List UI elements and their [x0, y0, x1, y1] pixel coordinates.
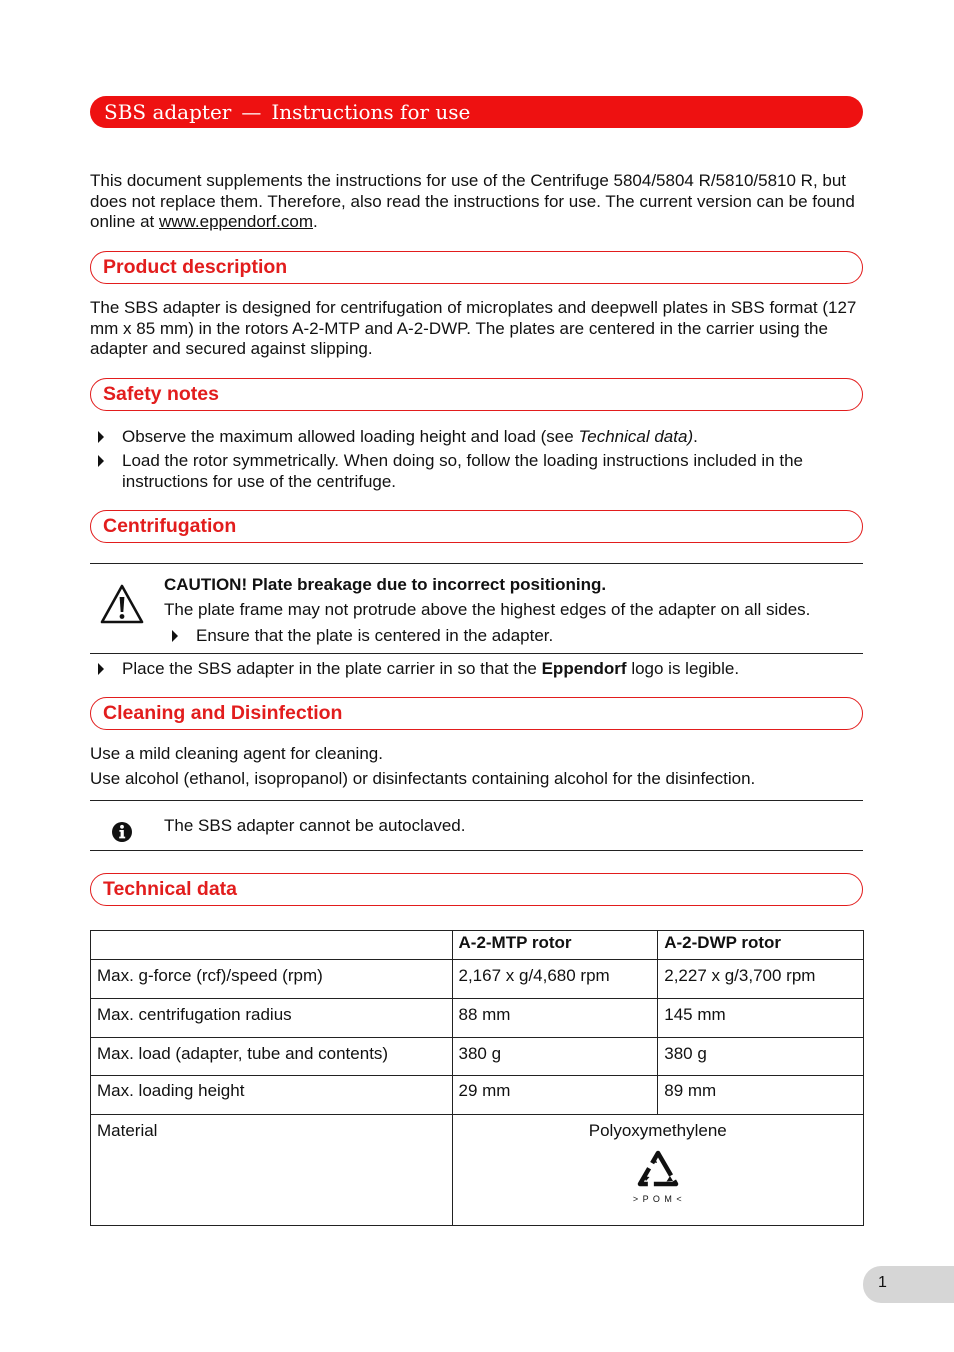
- note-top-rule: [90, 800, 863, 801]
- document-header: [90, 96, 863, 128]
- safety-bullet-1-italic: Technical data): [578, 427, 694, 446]
- safety-bullet-2: [96, 450, 861, 492]
- safety-bullet-2-text: Load the rotor symmetrically. When doing so, follow the loading instructions included in the instructions for use of the centrifuge.: [122, 451, 803, 491]
- eppendorf-link[interactable]: www.eppendorf.com: [159, 212, 314, 231]
- intro-text: This document supplements the instructions for use of the Centrifuge 5804/5804 R/5810/5810 R, but does not replace them. Therefore, also read the instructions for use. The current version can be found online at: [90, 171, 855, 231]
- recycle-code: > P O M <: [632, 1194, 683, 1204]
- table-row-material: [91, 1115, 864, 1226]
- row-mtp-value: 2,167 x g/4,680 rpm: [452, 960, 658, 999]
- centrifugation-step-after: logo is legible.: [626, 659, 740, 678]
- safety-bullet-1-after: .: [693, 427, 698, 446]
- row-label: Max. g-force (rcf)/speed (rpm): [91, 960, 453, 999]
- safety-notes-heading: Safety notes: [90, 378, 863, 411]
- bullet-arrow-icon: [98, 455, 104, 467]
- caution-bottom-rule: [90, 653, 863, 654]
- table-header-mtp: A-2-MTP rotor: [452, 931, 658, 960]
- recycle-icon: [459, 1148, 858, 1197]
- material-cell: [452, 1115, 864, 1226]
- header-separator: —: [241, 100, 262, 124]
- table-header-dwp: A-2-DWP rotor: [658, 931, 864, 960]
- bullet-arrow-icon: [98, 431, 104, 443]
- row-dwp-value: 380 g: [658, 1038, 864, 1076]
- caution-step: [170, 625, 860, 646]
- table-row: [91, 1038, 864, 1076]
- intro-paragraph: [90, 171, 863, 233]
- cleaning-line-1: Use a mild cleaning agent for cleaning.: [90, 744, 383, 763]
- row-label: Max. loading height: [91, 1076, 453, 1115]
- page-number: 1: [863, 1266, 954, 1303]
- warning-triangle-icon: [99, 583, 145, 630]
- table-row: [91, 1076, 864, 1115]
- safety-bullet-1: [96, 426, 861, 447]
- row-dwp-value: 145 mm: [658, 999, 864, 1038]
- row-label: Max. centrifugation radius: [91, 999, 453, 1038]
- cleaning-line-2: Use alcohol (ethanol, isopropanol) or disinfectants containing alcohol for the disinfection.: [90, 769, 756, 788]
- centrifugation-step-text: Place the SBS adapter in the plate carrier in so that the: [122, 659, 542, 678]
- row-mtp-value: 29 mm: [452, 1076, 658, 1115]
- row-mtp-value: 380 g: [452, 1038, 658, 1076]
- product-description-heading: Product description: [90, 251, 863, 284]
- intro-after: .: [313, 212, 318, 231]
- row-dwp-value: 2,227 x g/3,700 rpm: [658, 960, 864, 999]
- autoclave-note: The SBS adapter cannot be autoclaved.: [164, 816, 466, 835]
- caution-step-text: Ensure that the plate is centered in the adapter.: [196, 626, 554, 645]
- note-bottom-rule: [90, 850, 863, 851]
- bullet-arrow-icon: [172, 630, 178, 642]
- row-dwp-value: 89 mm: [658, 1076, 864, 1115]
- centrifugation-step-bold: Eppendorf: [541, 659, 627, 678]
- table-header-empty: [91, 931, 453, 960]
- header-title: SBS adapter: [104, 100, 232, 124]
- technical-data-table: [90, 930, 864, 1226]
- bullet-arrow-icon: [98, 663, 104, 675]
- centrifugation-heading: Centrifugation: [90, 510, 863, 543]
- info-icon: [111, 821, 133, 848]
- cleaning-heading: Cleaning and Disinfection: [90, 697, 863, 730]
- safety-bullet-1-text: Observe the maximum allowed loading height and load (see: [122, 427, 579, 446]
- centrifugation-step: [96, 658, 861, 679]
- technical-data-heading: Technical data: [90, 873, 863, 906]
- caution-title: CAUTION! Plate breakage due to incorrect positioning.: [164, 575, 607, 594]
- caution-text: The plate frame may not protrude above the highest edges of the adapter on all sides.: [164, 600, 811, 619]
- material-label: Material: [91, 1115, 453, 1226]
- row-label: Max. load (adapter, tube and contents): [91, 1038, 453, 1076]
- table-row: [91, 999, 864, 1038]
- caution-top-rule: [90, 563, 863, 564]
- row-mtp-value: 88 mm: [452, 999, 658, 1038]
- header-subtitle: Instructions for use: [271, 100, 471, 124]
- table-header-row: [91, 931, 864, 960]
- material-value: Polyoxymethylene: [588, 1121, 727, 1140]
- product-description-text: The SBS adapter is designed for centrifugation of microplates and deepwell plates in SBS format (127 mm x 85 mm) in the rotors A-2-MTP and A-2-DWP. The plates are centered in the carrier using the adapter and secured against slipping.: [90, 298, 857, 358]
- table-row: [91, 960, 864, 999]
